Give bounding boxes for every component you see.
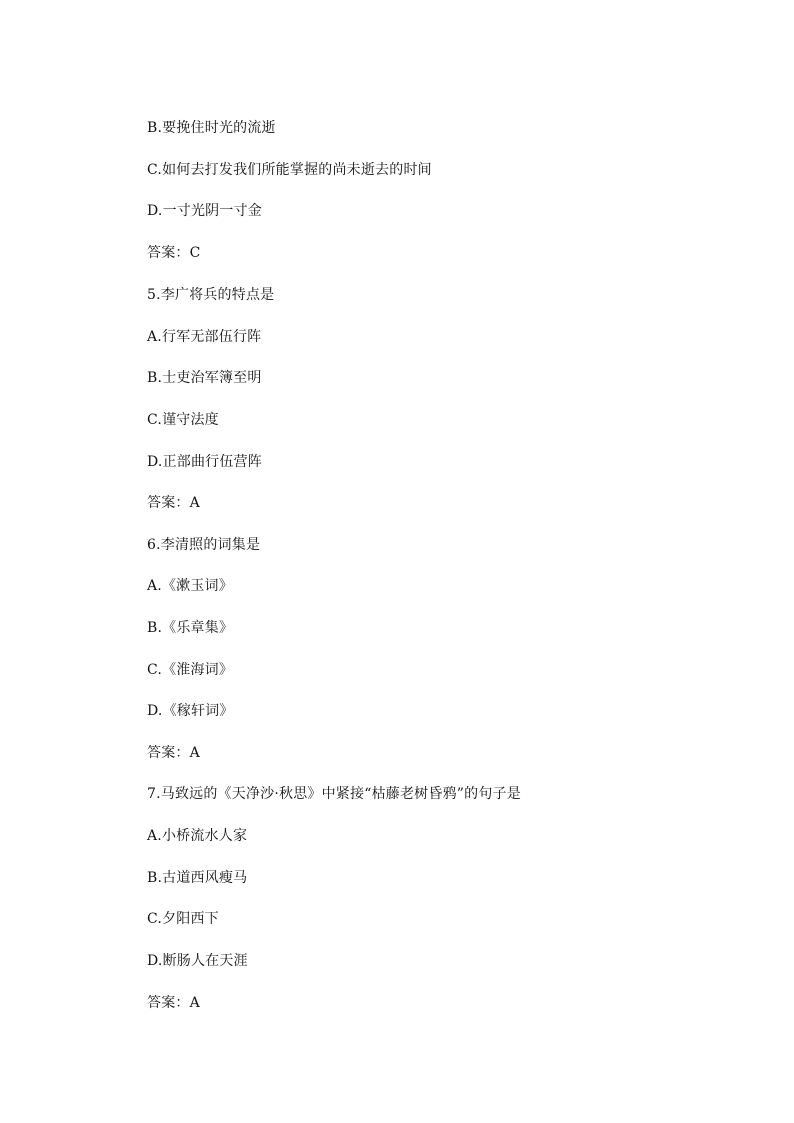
option-a-q6: A.《漱玉词》 <box>147 578 233 594</box>
option-d-q6: D.《稼轩词》 <box>147 703 234 719</box>
option-a-q5: A.行军无部伍行阵 <box>147 329 262 345</box>
answer-q6: 答案：A <box>147 745 200 761</box>
option-b-q7: B.古道西风瘦马 <box>147 870 248 886</box>
question-5: 5.李广将兵的特点是 <box>147 287 275 303</box>
answer-q7: 答案：A <box>147 995 200 1011</box>
option-d-q5: D.正部曲行伍营阵 <box>147 454 262 470</box>
option-c-q4: C.如何去打发我们所能掌握的尚未逝去的时间 <box>147 162 432 178</box>
answer-q5: 答案：A <box>147 495 200 511</box>
answer-q4: 答案：C <box>147 245 201 261</box>
question-6: 6.李清照的词集是 <box>147 537 261 553</box>
option-c-q7: C.夕阳西下 <box>147 911 219 927</box>
question-7: 7.马致远的《天净沙·秋思》中紧接“枯藤老树昏鸦”的句子是 <box>147 786 521 802</box>
option-a-q7: A.小桥流水人家 <box>147 828 248 844</box>
option-c-q5: C.谨守法度 <box>147 412 219 428</box>
option-c-q6: C.《淮海词》 <box>147 662 234 678</box>
option-d-q4: D.一寸光阴一寸金 <box>147 203 262 219</box>
option-b-q4: B.要挽住时光的流逝 <box>147 120 276 136</box>
option-b-q6: B.《乐章集》 <box>147 620 234 636</box>
option-b-q5: B.士吏治军簿至明 <box>147 370 262 386</box>
option-d-q7: D.断肠人在天涯 <box>147 953 248 969</box>
